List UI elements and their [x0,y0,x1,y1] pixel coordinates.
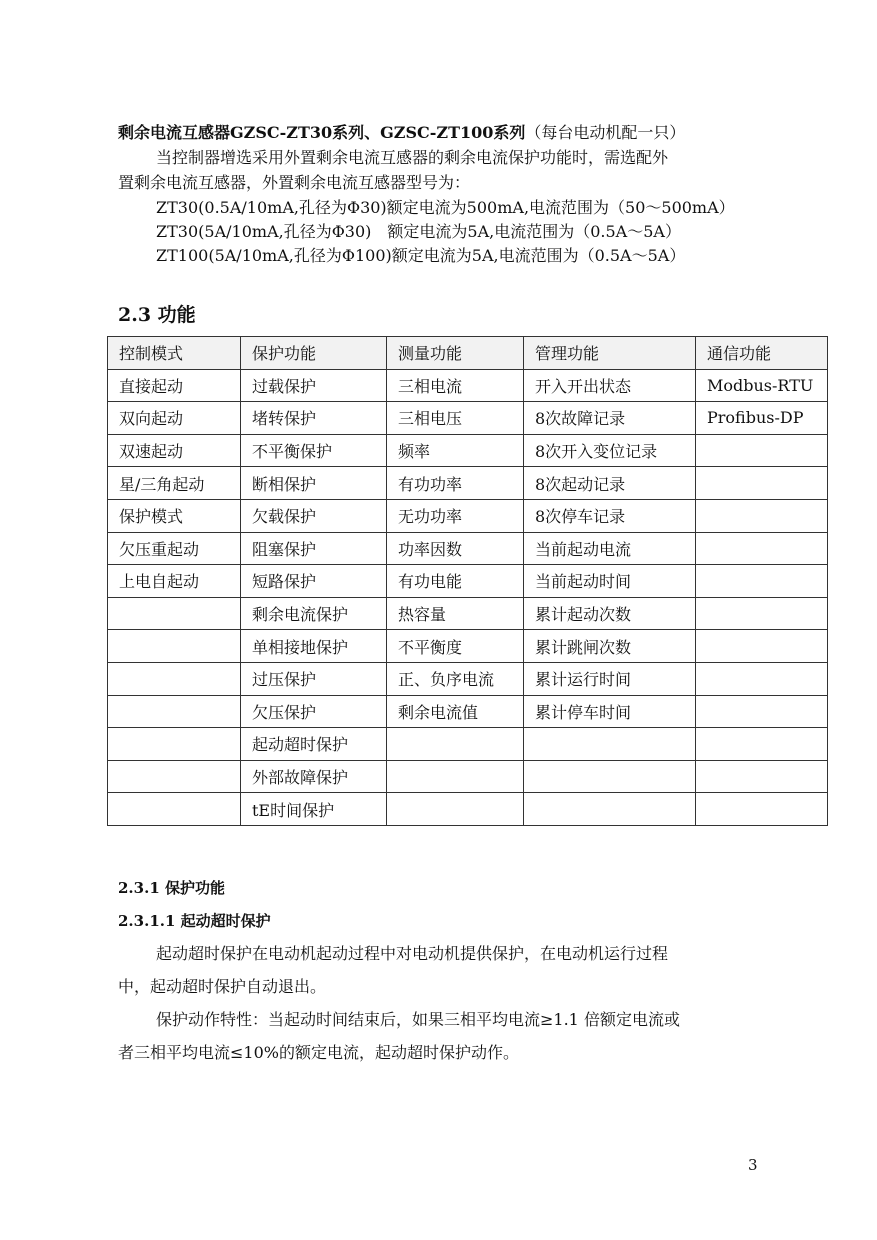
table-cell: 正、负序电流 [387,662,524,695]
table-cell: 有功功率 [387,467,524,500]
intro-para-line-1: 当控制器增选采用外置剩余电流互感器的剩余电流保护功能时，需选配外 [156,148,669,167]
model-line-2: ZT30(5A/10mA,孔径为Φ30) 额定电流为5A,电流范围为（0.5A～5A） [156,222,681,241]
table-cell: 8次故障记录 [524,402,696,435]
table-cell [696,499,828,532]
header-control-mode: 控制模式 [108,337,241,370]
table-cell: tE时间保护 [241,793,387,826]
table-cell [387,760,524,793]
function-table [107,336,828,826]
table-cell: 频率 [387,434,524,467]
table-row [108,760,828,793]
table-row [108,499,828,532]
transformer-heading-note: （每台电动机配一只） [525,123,686,142]
intro-para-line-2: 置剩余电流互感器，外置剩余电流互感器型号为： [118,173,471,192]
table-row [108,793,828,826]
table-cell: 累计停车时间 [524,695,696,728]
table-cell: 不平衡度 [387,630,524,663]
transformer-heading-bold: 剩余电流互感器GZSC-ZT30系列、GZSC-ZT100系列 [118,123,526,142]
table-cell [108,597,241,630]
table-row [108,728,828,761]
table-body [108,369,828,825]
table-cell: 8次起动记录 [524,467,696,500]
table-cell: 短路保护 [241,565,387,598]
table-row [108,630,828,663]
table-cell: 累计起动次数 [524,597,696,630]
subsub-title: 2.3.1.1 起动超时保护 [118,912,271,930]
table-cell [696,434,828,467]
table-cell [108,630,241,663]
table-cell: 剩余电流值 [387,695,524,728]
table-row [108,597,828,630]
table-cell: 累计运行时间 [524,662,696,695]
table-cell: 功率因数 [387,532,524,565]
table-cell: 欠载保护 [241,499,387,532]
table-cell: 上电自起动 [108,565,241,598]
section-title: 2.3 功能 [118,304,196,326]
table-cell: 不平衡保护 [241,434,387,467]
table-row [108,467,828,500]
table-cell: 双速起动 [108,434,241,467]
header-measurement: 测量功能 [387,337,524,370]
table-cell [387,728,524,761]
table-cell: 欠压保护 [241,695,387,728]
table-cell: 断相保护 [241,467,387,500]
table-cell: 堵转保护 [241,402,387,435]
transformer-heading [118,122,685,144]
table-cell: 保护模式 [108,499,241,532]
body-p2-line-2: 者三相平均电流≤10%的额定电流，起动超时保护动作。 [118,1043,519,1062]
table-cell: 单相接地保护 [241,630,387,663]
table-cell: 直接起动 [108,369,241,402]
table-row [108,695,828,728]
table-cell: 当前起动电流 [524,532,696,565]
model-line-3: ZT100(5A/10mA,孔径为Φ100)额定电流为5A,电流范围为（0.5A～5A） [156,246,686,265]
table-cell: 星/三角起动 [108,467,241,500]
table-cell: 三相电压 [387,402,524,435]
table-cell: 累计跳闸次数 [524,630,696,663]
model-line-1: ZT30(0.5A/10mA,孔径为Φ30)额定电流为500mA,电流范围为（50～500mA） [156,198,735,217]
table-cell [696,467,828,500]
table-row [108,565,828,598]
table-row [108,532,828,565]
table-cell [108,728,241,761]
table-cell: 外部故障保护 [241,760,387,793]
table-cell [108,760,241,793]
table-row [108,434,828,467]
table-header-row [108,337,828,370]
table-cell: 有功电能 [387,565,524,598]
table-cell [524,760,696,793]
table-row [108,662,828,695]
table-cell: 过载保护 [241,369,387,402]
table-cell [696,728,828,761]
body-p1-line-1: 起动超时保护在电动机起动过程中对电动机提供保护，在电动机运行过程 [156,944,669,963]
table-cell: 8次停车记录 [524,499,696,532]
table-cell: 剩余电流保护 [241,597,387,630]
table-cell: 欠压重起动 [108,532,241,565]
table-cell [696,597,828,630]
table-cell: 三相电流 [387,369,524,402]
table-cell [108,793,241,826]
table-cell: 起动超时保护 [241,728,387,761]
table-cell: 8次开入变位记录 [524,434,696,467]
table-cell: 无功功率 [387,499,524,532]
table-cell: 当前起动时间 [524,565,696,598]
table-cell [696,630,828,663]
table-cell: Profibus-DP [696,402,828,435]
header-protection: 保护功能 [241,337,387,370]
body-p1-line-2: 中，起动超时保护自动退出。 [118,977,327,996]
sub-title: 2.3.1 保护功能 [118,879,225,897]
table-cell: 双向起动 [108,402,241,435]
table-cell [696,565,828,598]
table-cell [387,793,524,826]
table-cell: 开入开出状态 [524,369,696,402]
table-cell [696,695,828,728]
table-cell: Modbus-RTU [696,369,828,402]
header-communication: 通信功能 [696,337,828,370]
table-cell [524,793,696,826]
table-cell [108,695,241,728]
table-cell: 阻塞保护 [241,532,387,565]
table-row [108,402,828,435]
table-row [108,369,828,402]
table-cell [108,662,241,695]
table-cell [696,662,828,695]
table-cell [696,532,828,565]
page-number: 3 [748,1156,758,1174]
table-cell [524,728,696,761]
table-cell: 过压保护 [241,662,387,695]
table-cell [696,793,828,826]
table-cell: 热容量 [387,597,524,630]
table-cell [696,760,828,793]
header-management: 管理功能 [524,337,696,370]
body-p2-line-1: 保护动作特性：当起动时间结束后，如果三相平均电流≥1.1 倍额定电流或 [156,1010,680,1029]
